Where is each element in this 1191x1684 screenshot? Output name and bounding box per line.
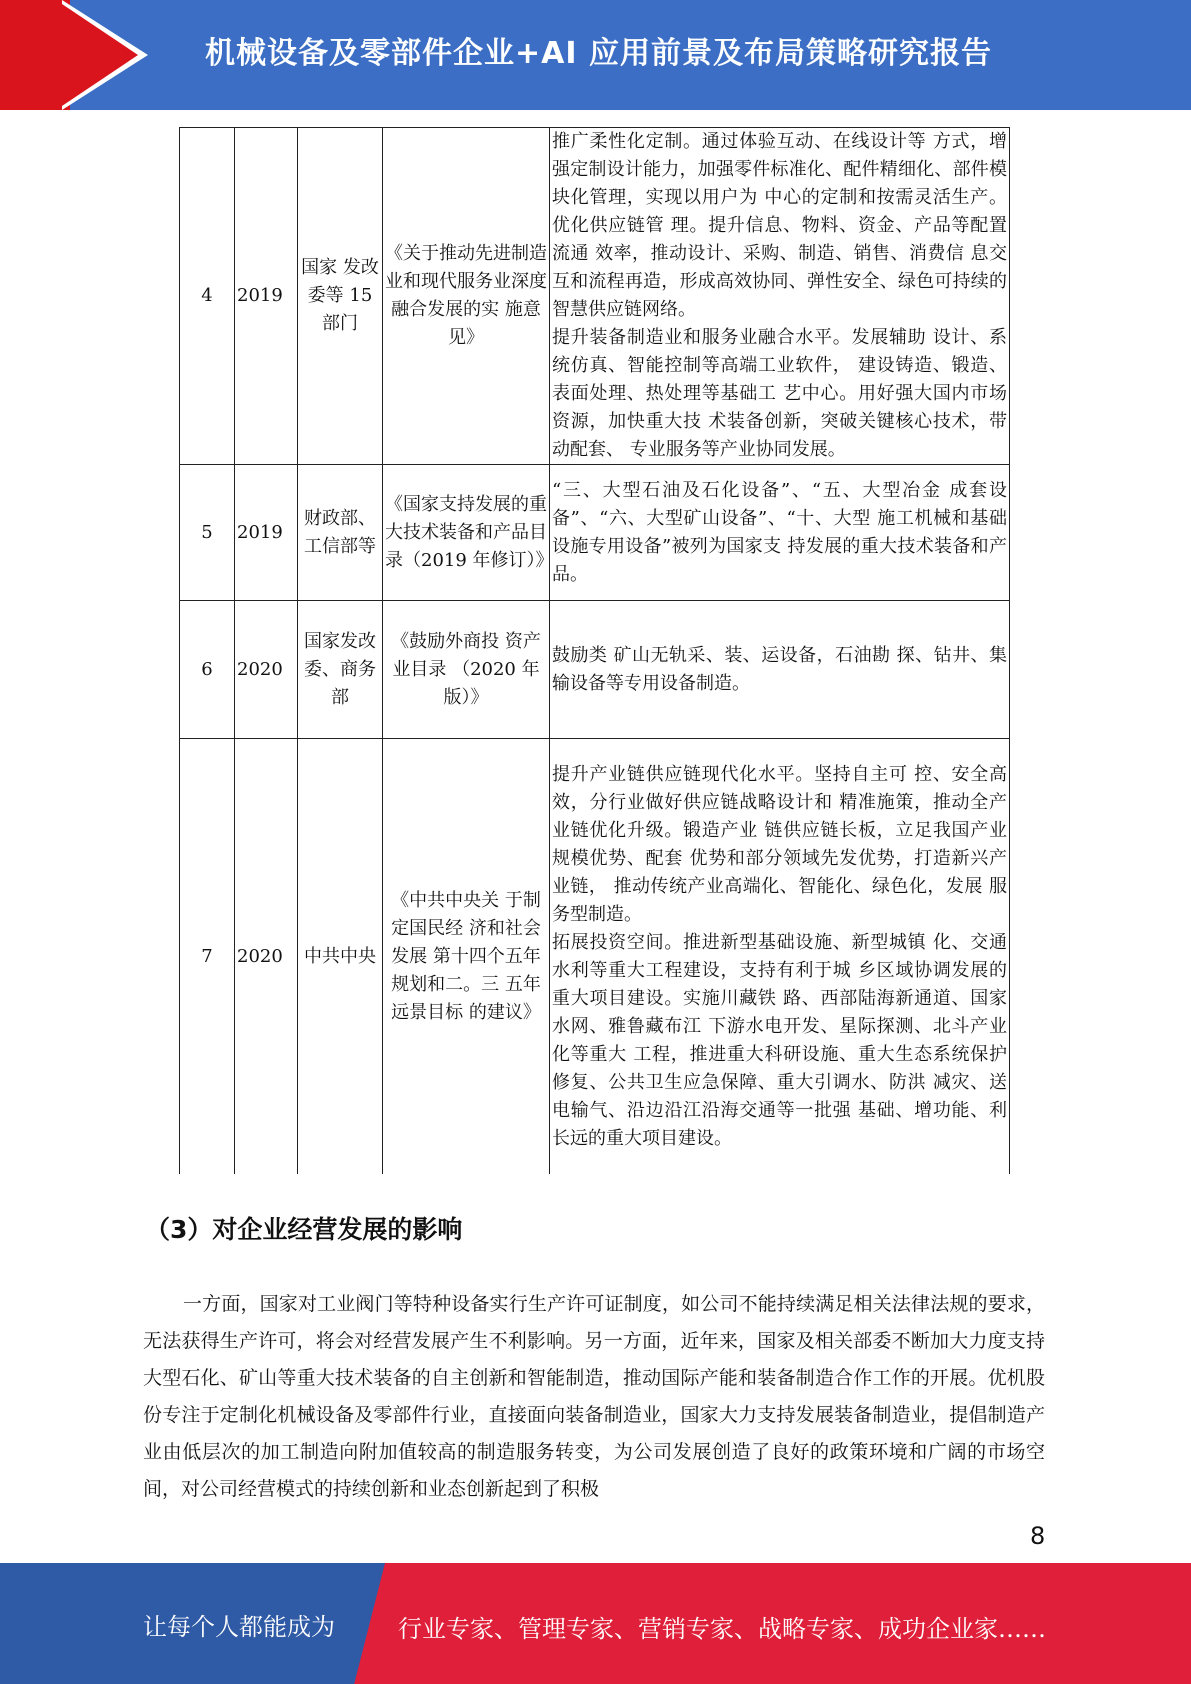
row-issuer: 财政部、工信部等 bbox=[298, 465, 383, 601]
content-paragraph: 拓展投资空间。推进新型基础设施、新型城镇 化、交通水利等重大工程建设，支持有利于城 乡区域协调发展的重大项目建设。实施川藏铁 路、西部陆海新通道、国家水网、雅鲁藏布江 下游水电开发、星际探测、北斗产业化等重大 工程，推进重大科研设施、重大生态系统保护 修复、公共卫生应急保障、重大引调水、防洪 减灾、送电输气、沿边沿江沿海交通等一批强 基础、增功能、利长远的重大项目建设。 bbox=[552, 931, 1007, 1149]
row-content bbox=[550, 739, 1010, 1175]
table-row bbox=[180, 601, 1010, 739]
content-paragraph: 鼓励类 矿山无轨采、装、运设备，石油勘 探、钻井、集输设备等专用设备制造。 bbox=[552, 644, 1007, 694]
section-heading: （3）对企业经营发展的影响 bbox=[145, 1215, 463, 1244]
row-content bbox=[550, 601, 1010, 739]
content-paragraph: 提升装备制造业和服务业融合水平。发展辅助 设计、系统仿真、智能控制等高端工业软件， 建设铸造、锻造、表面处理、热处理等基础工 艺中心。用好强大国内市场资源，加快重大技 术装备创新，突破关键核心技术，带动配套、 专业服务等产业协同发展。 bbox=[552, 327, 1007, 460]
row-document: 《鼓励外商投 资产业目录 （2020 年版）》 bbox=[383, 601, 550, 739]
table-row bbox=[180, 739, 1010, 1175]
row-year: 2020 bbox=[235, 739, 298, 1175]
footer-slogan-left: 让每个人都能成为 bbox=[143, 1613, 335, 1641]
header-chevron-red bbox=[56, 0, 138, 110]
report-title: 机械设备及零部件企业+AI 应用前景及布局策略研究报告 bbox=[205, 36, 992, 71]
row-year: 2019 bbox=[235, 128, 298, 465]
page-footer bbox=[0, 1563, 1191, 1684]
content-paragraph: 提升产业链供应链现代化水平。坚持自主可 控、安全高效，分行业做好供应链战略设计和 精准施策，推动全产业链优化升级。锻造产业 链供应链长板，立足我国产业规模优势、配套 优势和部分领域先发优势，打造新兴产业链， 推动传统产业高端化、智能化、绿色化，发展 服务型制造。 bbox=[552, 763, 1007, 925]
body-paragraph: 一方面，国家对工业阀门等特种设备实行生产许可证制度，如公司不能持续满足相关法律法规的要求，无法获得生产许可，将会对经营发展产生不利影响。另一方面，近年来，国家及相关部委不断加大力度支持大型石化、矿山等重大技术装备的自主创新和智能制造，推动国际产能和装备制造合作工作的开展。优机股份专注于定制化机械设备及零部件行业，直接面向装备制造业，国家大力支持发展装备制造业，提倡制造产业由低层次的加工制造向附加值较高的制造服务转变，为公司发展创造了良好的政策环境和广阔的市场空间，对公司经营模式的持续创新和业态创新起到了积极 bbox=[143, 1293, 1045, 1500]
row-year: 2019 bbox=[235, 465, 298, 601]
page-header bbox=[0, 0, 1191, 110]
row-content bbox=[550, 465, 1010, 601]
policy-table bbox=[179, 127, 1010, 1174]
footer-slogan-right: 行业专家、管理专家、营销专家、战略专家、成功企业家…… bbox=[398, 1615, 1046, 1643]
row-number: 6 bbox=[180, 601, 235, 739]
row-number: 5 bbox=[180, 465, 235, 601]
row-document: 《中共中央关 于制定国民经 济和社会发展 第十四个五年 规划和二。三 五年远景目标 的建议》 bbox=[383, 739, 550, 1175]
page-number: 8 bbox=[1030, 1522, 1046, 1550]
row-document: 《关于推动先进制造业和现代服务业深度 融合发展的实 施意见》 bbox=[383, 128, 550, 465]
row-document: 《国家支持发展的重大技术装备和产品目录（2019 年修订）》 bbox=[383, 465, 550, 601]
row-issuer: 国家发改委、商务部 bbox=[298, 601, 383, 739]
table-row bbox=[180, 128, 1010, 465]
row-issuer: 中共中央 bbox=[298, 739, 383, 1175]
row-number: 7 bbox=[180, 739, 235, 1175]
content-paragraph: 推广柔性化定制。通过体验互动、在线设计等 方式，增强定制设计能力，加强零件标准化、配件精细化、部件模块化管理，实现以用户为 中心的定制和按需灵活生产。优化供应链管 理。提升信息、物料、资金、产品等配置流通 效率，推动设计、采购、制造、销售、消费信 息交互和流程再造，形成高效协同、弹性安全、绿色可持续的智慧供应链网络。 bbox=[552, 131, 1007, 320]
table-row bbox=[180, 465, 1010, 601]
row-issuer: 国家 发改委等 15 部门 bbox=[298, 128, 383, 465]
row-year: 2020 bbox=[235, 601, 298, 739]
content-paragraph: “三、大型石油及石化设备”、“五、大型冶金 成套设备”、“六、大型矿山设备”、“十、大型 施工机械和基础设施专用设备”被列为国家支 持发展的重大技术装备和产品。 bbox=[552, 479, 1007, 585]
row-content bbox=[550, 128, 1010, 465]
row-number: 4 bbox=[180, 128, 235, 465]
